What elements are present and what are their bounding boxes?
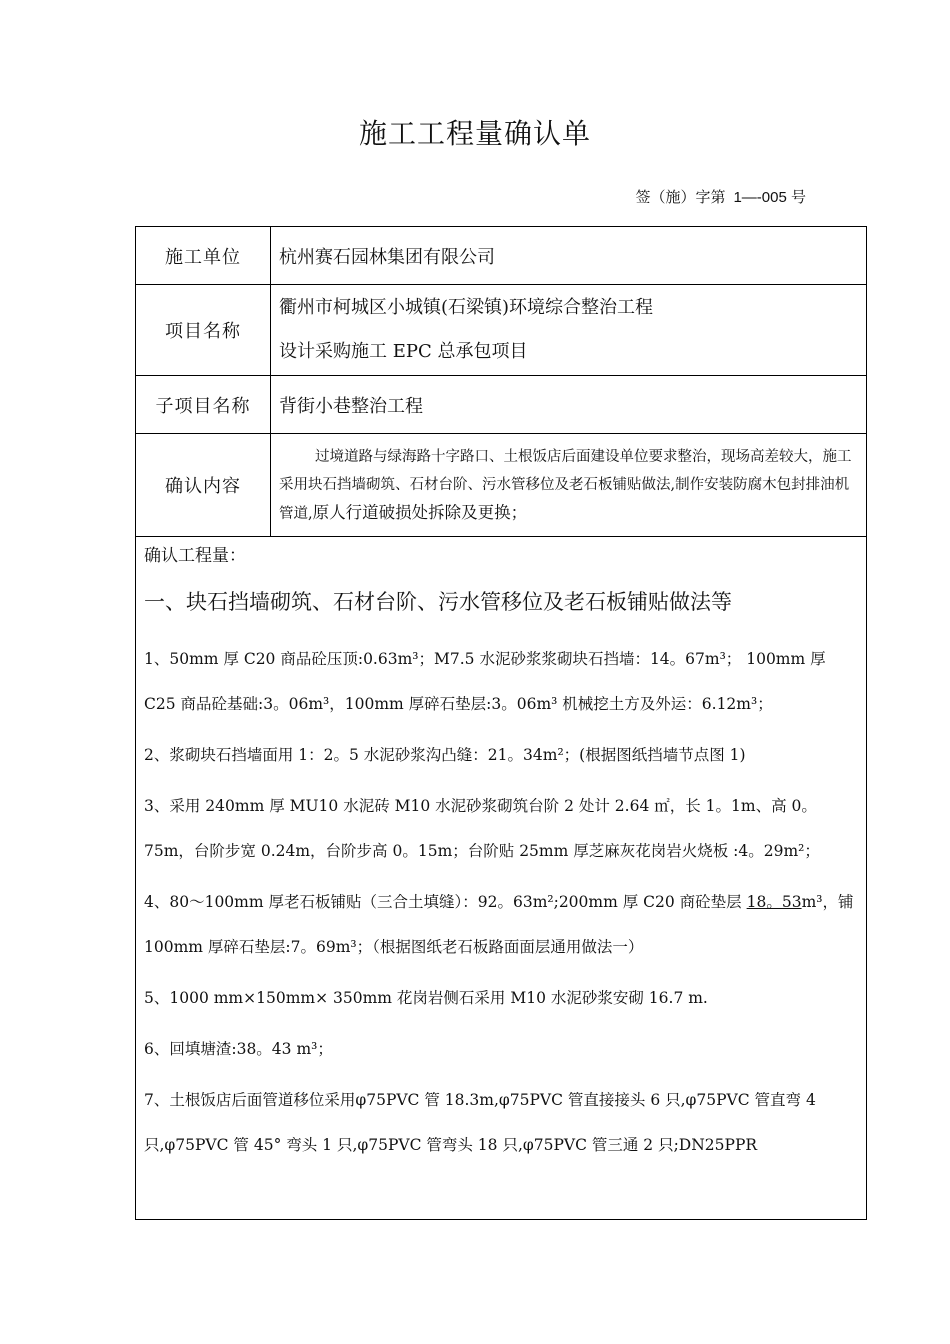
quantity-item-6: 6、回填塘渣:38。43 m³； <box>144 1040 333 1058</box>
construction-unit-value: 杭州赛石园林集团有限公司 <box>271 227 867 285</box>
project-name-line2: 设计采购施工 EPC 总承包项目 <box>279 341 528 362</box>
quantity-item-4-part-a: 4、80～100mm 厚老石板铺贴（三合土填缝）：92。63m²;200mm 厚 C20 商砼垫层 <box>144 893 747 911</box>
quantity-item-4-part-b: m³，铺 100mm 厚碎石垫层:7。69m³；（根据图纸老石板路面面层通用做法一） <box>144 893 854 956</box>
project-name-value <box>271 285 867 376</box>
row-quantities <box>136 537 867 1220</box>
subproject-name-value: 背街小巷整治工程 <box>271 376 867 434</box>
quantities-header: 确认工程量： <box>144 546 246 566</box>
row-project-name <box>136 285 867 376</box>
quantity-item-5: 5、1000 mm×150mm× 350mm 花岗岩侧石采用 M10 水泥砂浆安砌 16.7 m. <box>144 989 708 1007</box>
document-title: 施工工程量确认单 <box>358 117 591 150</box>
quantity-item-2: 2、浆砌块石挡墙面用 1：2。5 水泥砂浆沟凸缝：21。34m²；(根据图纸挡墙节点图 1) <box>144 746 746 764</box>
quantity-item-4 <box>144 880 858 970</box>
row-subproject-name <box>136 376 867 434</box>
confirm-content-tail: 原人行道破损处拆除及更换； <box>312 502 528 522</box>
confirmation-table <box>135 226 867 1220</box>
quantities-cell <box>136 537 867 1220</box>
subproject-name-label: 子项目名称 <box>136 376 271 434</box>
confirm-content-label: 确认内容 <box>136 434 271 537</box>
construction-unit-label: 施工单位 <box>136 227 271 285</box>
document-number-value: 1—-005 号 <box>733 189 806 206</box>
document-number-label: 签（施）字第 <box>635 188 726 206</box>
project-name-label: 项目名称 <box>136 285 271 376</box>
row-construction-unit <box>136 227 867 285</box>
quantity-item-7: 7、土根饭店后面管道移位采用φ75PVC 管 18.3m,φ75PVC 管直接接头 6 只,φ75PVC 管直弯 4 只,φ75PVC 管 45° 弯头 1 只,φ75PVC 管弯头 18 只,φ75PVC 管三通 2 只;DN25PPR <box>144 1091 816 1154</box>
quantities-section-title: 一、块石挡墙砌筑、石材台阶、污水管移位及老石板铺贴做法等 <box>144 590 732 614</box>
quantity-item-4-underlined: 18。53 <box>746 893 802 911</box>
confirm-content-text <box>271 434 867 537</box>
document-number <box>635 186 806 207</box>
row-confirm-content <box>136 434 867 537</box>
confirm-content-main: 过境道路与绿海路十字路口、土根饭店后面建设单位要求整治，现场高差较大，施工采用块石挡墙砌筑、石材台阶、污水管移位及老石板铺贴做法,制作安装防腐木包封排油机管道, <box>279 448 852 522</box>
project-name-line1: 衢州市柯城区小城镇(石梁镇)环境综合整治工程 <box>279 297 654 318</box>
quantity-item-1: 1、50mm 厚 C20 商品砼压顶:0.63m³；M7.5 水泥砂浆浆砌块石挡墙：14。67m³； 100mm 厚 C25 商品砼基础:3。06m³，100mm 厚碎石垫层:3。06m³ 机械挖土方及外运：6.12m³； <box>144 650 826 713</box>
quantity-item-3: 3、采用 240mm 厚 MU10 水泥砖 M10 水泥砂浆砌筑台阶 2 处计 2.64 ㎡，长 1。1m、高 0。75m，台阶步宽 0.24m，台阶步高 0。15m；台阶贴 25mm 厚芝麻灰花岗岩火烧板 :4。29m²； <box>144 797 820 860</box>
